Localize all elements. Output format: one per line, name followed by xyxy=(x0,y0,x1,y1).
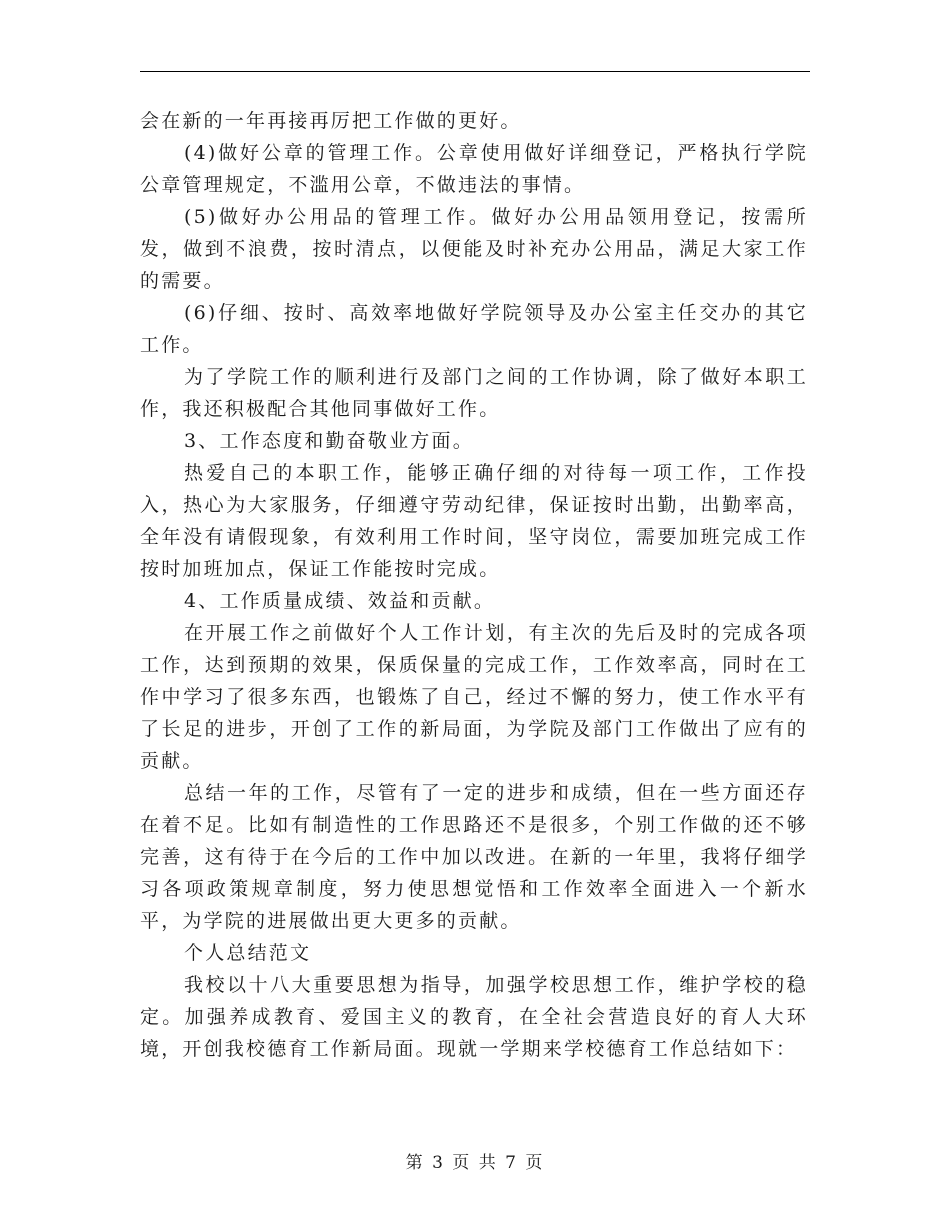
page-footer: 第 3 页 共 7 页 xyxy=(405,1153,545,1173)
section-heading: 3、工作态度和勤奋敬业方面。 xyxy=(184,430,474,452)
paragraph: (4)做好公章的管理工作。公章使用做好详细登记，严格执行学院公章管理规定，不滥用公章，不做违法的事情。 xyxy=(140,142,808,196)
paragraph: 总结一年的工作，尽管有了一定的进步和成绩，但在一些方面还存在着不足。比如有制造性的工作思路还不是很多，个别工作做的还不够完善，这有待于在今后的工作中加以改进。在新的一年里，我将仔细学习各项政策规章制度，努力使思想觉悟和工作效率全面进入一个新水平，为学院的进展做出更大更多的贡献。 xyxy=(140,782,808,932)
paragraph: 热爱自己的本职工作，能够正确仔细的对待每一项工作，工作投入，热心为大家服务，仔细遵守劳动纪律，保证按时出勤，出勤率高，全年没有请假现象，有效利用工作时间，坚守岗位，需要加班完成工作按时加班加点，保证工作能按时完成。 xyxy=(140,462,808,580)
document-body xyxy=(140,105,808,1065)
paragraph: 在开展工作之前做好个人工作计划，有主次的先后及时的完成各项工作，达到预期的效果，保质保量的完成工作，工作效率高，同时在工作中学习了很多东西，也锻炼了自己，经过不懈的努力，使工作水平有了长足的进步，开创了工作的新局面，为学院及部门工作做出了应有的贡献。 xyxy=(140,622,808,772)
section-heading: 4、工作质量成绩、效益和贡献。 xyxy=(184,590,496,612)
paragraph: 我校以十八大重要思想为指导，加强学校思想工作，维护学校的稳定。加强养成教育、爱国主义的教育，在全社会营造良好的育人大环境，开创我校德育工作新局面。现就一学期来学校德育工作总结如下： xyxy=(140,974,808,1060)
section-title: 个人总结范文 xyxy=(184,942,312,964)
header-rule xyxy=(140,71,810,72)
paragraph: (5)做好办公用品的管理工作。做好办公用品领用登记，按需所发，做到不浪费，按时清点，以便能及时补充办公用品，满足大家工作的需要。 xyxy=(140,206,808,292)
paragraph: (6)仔细、按时、高效率地做好学院领导及办公室主任交办的其它工作。 xyxy=(140,302,808,356)
paragraph: 为了学院工作的顺利进行及部门之间的工作协调，除了做好本职工作，我还积极配合其他同事做好工作。 xyxy=(140,366,808,420)
paragraph: 会在新的一年再接再厉把工作做的更好。 xyxy=(140,110,522,132)
